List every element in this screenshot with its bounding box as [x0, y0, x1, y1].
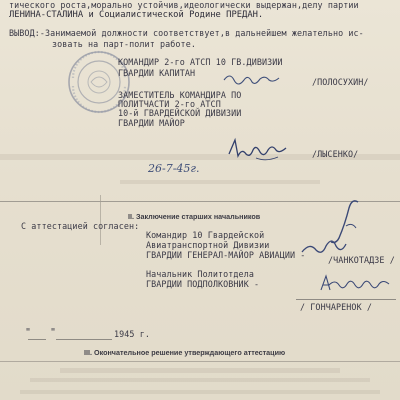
deputy-rank: ГВАРДИИ МАЙОР [118, 118, 185, 128]
body-text-line: тического роста,морально устойчив,идеологически выдержан,делу партии [9, 0, 359, 10]
commander-division-name: /ЧАНКОТАДЗЕ / [328, 255, 395, 265]
body-text-line: ЛЕНИНА-СТАЛИНА и Социалистической Родине ПРЕДАН. [9, 10, 264, 20]
political-dept-signature [318, 272, 398, 298]
deputy-title: 10-й ГВАРДЕЙСКОЙ ДИВИЗИИ [118, 108, 242, 118]
deputy-title: ПОЛИТЧАСТИ 2-го АТСП [118, 99, 221, 109]
section-divider [0, 361, 400, 362]
date-day-blank [28, 339, 46, 340]
date-year: 1945 г. [114, 329, 150, 339]
conclusion-text: ВЫВОД:-Занимаемой должности соответствует,в дальнейшем желательно ис- [9, 28, 364, 38]
commander-rank: ГВАРДИИ КАПИТАН [118, 68, 196, 78]
commander-signature [222, 70, 282, 88]
deputy-name: /ЛЫСЕНКО/ [312, 149, 359, 159]
signature-underline [296, 299, 396, 300]
section-title: III. Окончательное решение утверждающего аттестацию [84, 348, 286, 357]
date-month-blank [56, 339, 112, 340]
date-quote-open: " [25, 327, 32, 338]
commander-name: /ПОЛОСУХИН/ [312, 77, 369, 87]
deputy-signature [226, 136, 294, 166]
political-dept-name: / ГОНЧАРЕНОК / [300, 302, 372, 312]
commander-title: КОМАНДИР 2-го АТСП 10 ГВ.ДИВИЗИИ [118, 57, 283, 67]
commander-division-title: Авиатранспортной Дивизии [146, 240, 270, 250]
bleed-through-band [60, 368, 340, 373]
bleed-through-band [20, 390, 380, 394]
commander-division-title: Командир 10 Гвардейской [146, 230, 265, 240]
political-dept-rank: ГВАРДИИ ПОДПОЛКОВНИК - [146, 279, 260, 289]
date-quote-close: " [50, 327, 57, 338]
deputy-title: ЗАМЕСТИТЕЛЬ КОМАНДИРА ПО [118, 90, 242, 100]
section-title: II. Заключение старших начальников [128, 212, 261, 221]
commander-division-rank: ГВАРДИИ ГЕНЕРАЛ-МАЙОР АВИАЦИИ - [146, 250, 306, 260]
conclusion-text: зовать на парт-полит работе. [52, 39, 196, 49]
handwritten-date: 26-7-45г. [148, 162, 200, 175]
faint-margin-line [100, 195, 101, 245]
bleed-through-band [120, 180, 320, 184]
political-dept-title: Начальник Политотдела [146, 269, 254, 279]
bleed-through-band [30, 378, 370, 382]
agree-label: С аттестацией согласен: [21, 221, 140, 231]
